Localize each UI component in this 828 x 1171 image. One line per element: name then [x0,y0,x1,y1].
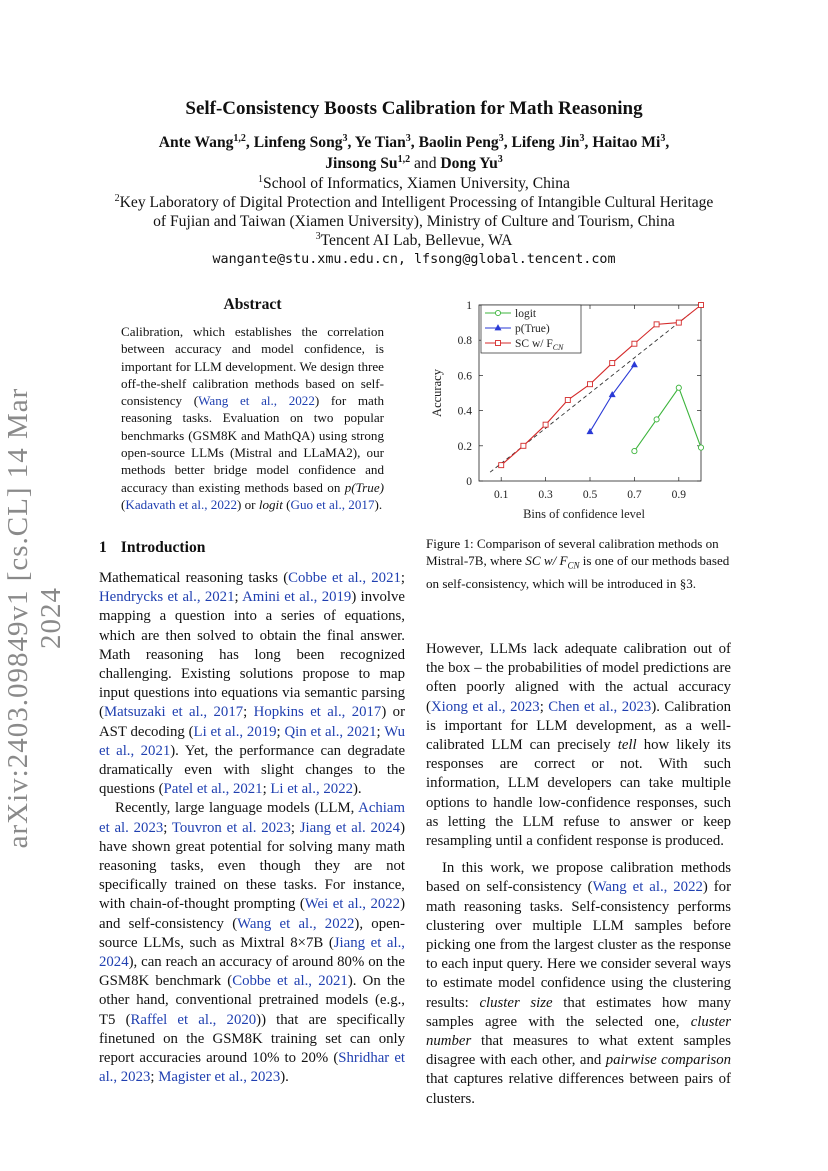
legend-label: SC w/ $F_{CN}$ [515,338,564,352]
author-name: Ye Tian [354,134,406,151]
author-name: Jinsong Su [325,155,398,172]
author-name: Ante Wang [158,134,234,151]
affiliation-2 [80,193,748,213]
data-point-sc [543,422,548,427]
x-axis-label: Bins of confidence level [523,507,645,521]
citation-link[interactable]: Hopkins et al., 2017 [253,704,382,721]
data-point-sc [654,322,659,327]
author-list [120,132,708,174]
author-affiliation-mark: 3 [498,133,504,144]
author-affiliation-mark: 1,2 [397,154,411,165]
citation-link[interactable]: Wei et al., 2022 [304,896,401,913]
author-affiliation-mark: 3 [497,154,503,165]
affiliation-mark: 2 [114,193,120,204]
author-affiliation-mark: 3 [660,133,666,144]
section-heading-introduction [99,539,205,557]
affiliation-3 [80,231,748,251]
caption-text: is one of our methods based on self-consistency, which will be introduced in §3. [426,553,730,592]
chart-legend [481,305,581,353]
author-affiliation-mark: 3 [342,133,348,144]
data-point-sc [496,341,501,346]
author-line-2 [120,153,708,174]
author-affiliation-mark: 1,2 [233,133,246,144]
y-tick-label: 0.8 [457,335,472,348]
section-title: Introduction [120,539,206,556]
citation-link[interactable]: Wang et al., 2022 [592,879,703,896]
data-point-sc [499,463,504,468]
author-name: Lifeng Jin [511,134,580,151]
legend-label: logit [515,308,537,320]
arxiv-identifier-stamp: arXiv:2403.09849v1 [cs.CL] 14 Mar 2024 [2,387,67,849]
citation-link[interactable]: Guo et al., 2017 [290,496,375,512]
emphasis-text: cluster size [479,994,553,1011]
y-tick-label: 0.2 [457,440,472,453]
citation-link[interactable]: Jiang et al. 2024 [299,819,401,836]
citation-link[interactable]: Li et al., 2022 [270,781,353,798]
citation-link[interactable]: Li et al., 2019 [193,723,277,740]
author-affiliation-mark: 3 [405,133,411,144]
series-logit [632,385,704,454]
paper-title: Self-Consistency Boosts Calibration for Math Reasoning [185,98,643,119]
citation-link[interactable]: Magister et al., 2023 [158,1069,281,1086]
paragraph: Recently, large language models (LLM, Achiam et al. 2023; Touvron et al. 2023; Jiang et al. 2024) have shown great potential for solving many math reasoning tasks, even though they are not specifically trained on these tasks. For instance, with chain-of-thought prompting (Wei et al., 2022) and self-consistency (Wang et al., 2022), open-source LLMs, such as Mixtral 8×7B (Jiang et al., 2024), can reach an accuracy of around 80% on the GSM8K benchmark (Cobbe et al., 2021). On the other hand, conventional pretrained models (e.g., T5 (Raffel et al., 2020)) that are specifically finetuned on the GSM8K training set can only report accuracies around 10% to 20% (Shridhar et al., 2023; Magister et al., 2023). [99,800,406,1086]
paragraph: Mathematical reasoning tasks (Cobbe et al., 2021; Hendrycks et al., 2021; Amini et al., 2019) involve mapping a question into a series of equations, which are then solved to obtain the final answer. Math reasoning has long been recognized challenging. Existing solutions propose to map input questions into equations via semantic parsing (Matsuzaki et al., 2017; Hopkins et al., 2017) or AST decoding (Li et al., 2019; Qin et al., 2021; Wu et al., 2021). Yet, the performance can degradate dramatically even with slight changes to the questions (Patel et al., 2021; Li et al., 2022). [99,570,406,798]
abstract-text: ( [282,496,291,512]
paragraph: However, LLMs lack adequate calibration out of the box – the probabilities of model predictions are often poorly aligned with the actual accuracy (Xiong et al., 2023; Chen et al., 2023). Calibration is important for LLM development, as a well-calibrated LLM can precisely tell how likely its responses are correct or not. With such information, LLM developers can take multiple options to handle low-confidence responses, such as letting the LLM refuse to answer or keep resampling until a confident response is produced. [426,641,731,850]
citation-link[interactable]: Wang et al., 2022 [237,915,355,932]
emphasis-text: tell [617,737,637,754]
citation-link[interactable]: Cobbe et al., 2021 [288,570,401,586]
abstract-text: ( [121,496,126,512]
data-point-sc [699,303,704,308]
data-point-sc [632,341,637,346]
calibration-line-chart [425,295,735,523]
author-conjunction: and [414,155,437,172]
abstract-emphasis: p(True) [344,479,384,495]
section-number: 1 [99,539,107,556]
right-column-body [426,640,731,1109]
citation-link[interactable]: Matsuzaki et al., 2017 [103,704,244,721]
affiliation-1 [80,174,748,194]
citation-link[interactable]: Kadavath et al., 2022 [125,496,237,512]
emphasis-text: cluster number [426,1013,731,1050]
abstract-emphasis: logit [258,496,283,512]
affiliation-text: Tencent AI Lab, Bellevue, WA [320,232,513,249]
citation-link[interactable]: Xiong et al., 2023 [430,698,540,715]
author-affiliation-mark: 3 [579,133,585,144]
y-tick-label: 1 [466,300,472,312]
data-point-sc [521,443,526,448]
affiliation-2-continued: of Fujian and Taiwan (Xiamen University), Ministry of Culture and Tourism, China [153,213,675,230]
introduction-body [99,569,405,1087]
data-point-logit [676,385,681,390]
figure-caption [426,535,731,593]
caption-text: Figure 1: Comparison of several calibration methods on Mistral-7B, where [426,536,719,569]
abstract-text: ) or [237,496,259,512]
data-point-sc [676,320,681,325]
emphasis-text: pairwise comparison [605,1052,732,1069]
y-axis-label: Accuracy [430,369,444,417]
affiliation-mark: 1 [258,174,264,185]
citation-link[interactable]: Raffel et al., 2020 [130,1011,257,1028]
x-tick-label: 0.7 [627,489,642,501]
author-name: Linfeng Song [253,134,343,151]
abstract-heading: Abstract [223,296,282,313]
data-point-sc [610,361,615,366]
citation-link[interactable]: Hendrycks et al., 2021 [99,589,235,606]
author-name: Dong Yu [440,155,498,172]
series-line [634,388,701,451]
citation-link[interactable]: Cobbe et al., 2021 [232,973,348,990]
affiliation-text: Key Laboratory of Digital Protection and Intelligent Processing of Intangible Cultural Heritage [119,194,714,211]
author-line-1: Ante Wang$^{1,2}$, Linfeng Song$^3$, Ye Tian$^3$, Baolin Peng$^3$, Lifeng Jin$^3$, Haitao Mi$^3$, [158,133,670,151]
affiliation-text: School of Informatics, Xiamen University, China [263,175,570,192]
citation-link[interactable]: Chen et al., 2023 [548,698,652,715]
abstract-body [121,323,384,513]
x-tick-label: 0.9 [671,489,686,501]
abstract-text: ) for math reasoning tasks. Evaluation on two popular benchmarks (GSM8K and MathQA) using strong open-source LLMs (Mistral and LLaMA2), our methods better bridge model confidence and accuracy than existing methods based on [121,393,385,495]
author-name: Baolin Peng [418,134,499,151]
citation-link[interactable]: Touvron et al. 2023 [171,819,291,836]
x-tick-label: 0.3 [538,489,553,501]
data-point-logit [654,417,659,422]
citation-link[interactable]: Wu et al., 2021 [99,723,405,759]
x-tick-label: 0.5 [582,489,598,501]
citation-link[interactable]: Qin et al., 2021 [284,723,377,740]
author-name: Haitao Mi [592,134,661,151]
citation-link[interactable]: Jiang et al., 2024 [99,934,406,971]
y-tick-label: 0.6 [457,370,472,383]
abstract-text: ). [374,496,383,512]
citation-link[interactable]: Shridhar et al., 2023 [99,1050,405,1086]
citation-link[interactable]: Patel et al., 2021 [163,781,263,798]
data-point-logit [632,448,637,453]
data-point-sc [565,398,570,403]
abstract-text: Calibration, which establishes the correlation between accuracy and model confidence, is important for LLM development. We design three off-the-shelf calibration methods based on self-consistency ( [121,324,384,409]
legend-label: p(True) [515,323,550,335]
data-point-logit [495,310,500,315]
data-point-sc [588,382,593,387]
affiliation-mark: 3 [315,231,321,242]
citation-link[interactable]: Amini et al., 2019 [242,589,352,606]
series-ptrue [587,362,637,434]
y-tick-label: 0.4 [457,405,472,418]
citation-link[interactable]: Wang et al., 2022 [198,393,315,409]
data-point-ptrue [632,362,638,367]
x-tick-label: 0.1 [494,489,509,501]
caption-method-name: SC w/ $F_{CN}$ [525,553,580,571]
paragraph: In this work, we propose calibration methods based on self-consistency (Wang et al., 2022) for math reasoning tasks. Self-consistency performs clustering over multiple LLM samples before picking one from the largest cluster as the response to each input query. Here we consider several ways to estimate model confidence using the clustering results: cluster size that estimates how many samples agree with the selected one, cluster number that measures to what extent samples disagree with each other, and pairwise comparison that captures relative differences between pairs of clusters. [426,860,732,1107]
citation-link[interactable]: Achiam et al. 2023 [99,800,405,836]
y-tick-label: 0 [466,476,472,488]
data-point-logit [698,445,703,450]
author-emails: wangante@stu.xmu.edu.cn, lfsong@global.tencent.com [212,252,616,267]
